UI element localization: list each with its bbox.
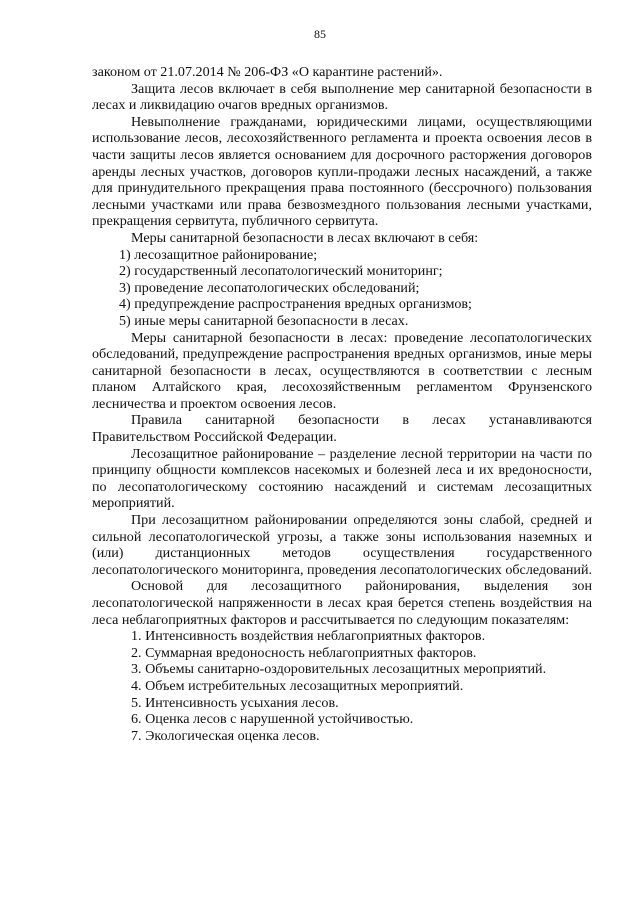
list-item: 5. Интенсивность усыхания лесов. xyxy=(131,694,339,711)
list-item: 1. Интенсивность воздействия неблагоприятных факторов. xyxy=(131,628,486,645)
list-item: 7. Экологическая оценка лесов. xyxy=(131,727,320,744)
list-item: 6. Оценка лесов с нарушенной устойчивостью. xyxy=(131,711,414,728)
paragraph: При лесозащитном районировании определяются зоны слабой, средней и сильной лесопатологической угрозы, а также зоны использования наземных и (или) дистанционных методов осуществления государственного лесопатологического мониторинга, проведения лесопатологических обследований. xyxy=(92,512,593,578)
paragraph: Невыполнение гражданами, юридическими лицами, осуществляющими использование лесов, лесохозяйственного регламента и проекта освоения лесов в части защиты лесов является основанием для досрочного расторжения договоров аренды лесных участков, договоров купли-продажи лесных насаждений, а также для принудительного прекращения права постоянного (бессрочного) пользования лесными участками или права безвозмездного пользования лесными участками, прекращения сервитута, публичного сервитута. xyxy=(92,113,592,230)
paragraph: Защита лесов включает в себя выполнение мер санитарной безопасности в лесах и ликвидацию очагов вредных организмов. xyxy=(92,80,592,114)
paragraph: Меры санитарной безопасности в лесах: проведение лесопатологических обследований, предупреждение распространения вредных организмов, иные меры санитарной безопасности в лесах, осуществляются в соответствии с лесным планом Алтайского края, лесохозяйственным регламентом Фрунзенского лесничества и проектом освоения лесов. xyxy=(92,329,592,412)
list-item: 1) лесозащитное районирование; xyxy=(119,246,318,263)
paragraph: Лесозащитное районирование – разделение лесной территории на части по принципу общности комплексов насекомых и болезней леса и их вредоносности, по лесопатологическому состоянию насаждений и системам лесозащитных мероприятий. xyxy=(92,445,592,512)
paragraph: Правила санитарной безопасности в лесах устанавливаются Правительством Российской Федерации. xyxy=(92,412,592,446)
paragraph: законом от 21.07.2014 № 206-ФЗ «О карантине растений». xyxy=(92,64,443,80)
page-number: 85 xyxy=(314,27,326,41)
list-item: 2) государственный лесопатологический мониторинг; xyxy=(119,263,443,280)
list-item: 3. Объемы санитарно-оздоровительных лесозащитных мероприятий. xyxy=(131,661,547,678)
list-item: 4) предупреждение распространения вредных организмов; xyxy=(119,296,472,313)
paragraph: Основой для лесозащитного районирования, выделения зон лесопатологической напряженности в лесах края берется степень воздействия на леса неблагоприятных факторов и рассчитывается по следующим показателям: xyxy=(92,578,592,628)
list-item: 2. Суммарная вредоносность неблагоприятных факторов. xyxy=(131,644,477,661)
document-body xyxy=(92,64,592,744)
list-item: 4. Объем истребительных лесозащитных мероприятий. xyxy=(131,677,464,694)
list-item: 3) проведение лесопатологических обследований; xyxy=(119,279,420,296)
list-item: 5) иные меры санитарной безопасности в лесах. xyxy=(119,312,409,329)
paragraph: Меры санитарной безопасности в лесах включают в себя: xyxy=(131,229,479,246)
